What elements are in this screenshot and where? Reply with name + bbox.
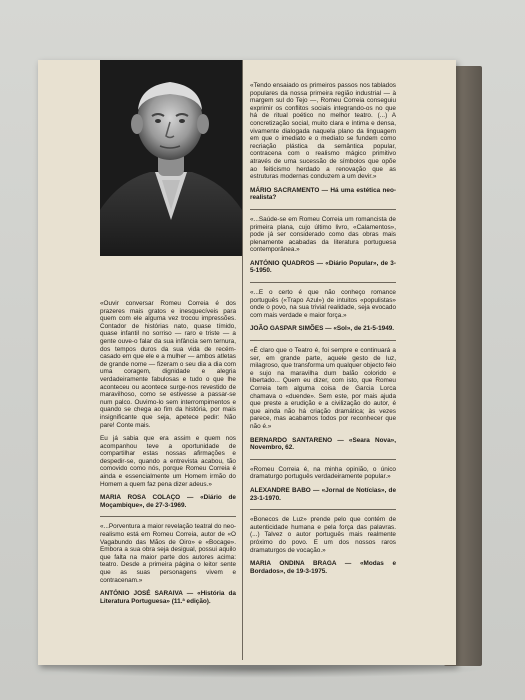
quote-text: «Romeu Correia é, na minha opinião, o único dramaturgo português verdadeiramente popular.» xyxy=(250,465,396,481)
quote-separator xyxy=(100,516,236,517)
quote-author: MÁRIO SACRAMENTO xyxy=(250,186,320,194)
quote-attribution xyxy=(100,494,236,509)
quote-source: — «Seara Nova», Novembro, 62. xyxy=(250,436,396,452)
quote-author: ALEXANDRE BABO xyxy=(250,486,311,494)
quote-attribution xyxy=(250,437,396,452)
quote-separator xyxy=(250,209,396,210)
quote-attribution xyxy=(100,590,236,605)
quote-separator xyxy=(250,282,396,283)
quote-text: «Bonecos de Luz» prende pelo que contém de autenticidade humana e pela força das palavras. (...) Talvez o autor português mais realmente próximo do povo. E um dos nossos raros dramaturgos de vocação.» xyxy=(250,516,396,554)
quote-source: — «Modas e Bordados», de 19-3-1975. xyxy=(250,560,397,575)
quote-source: — «Jornal de Notícias», de 23-1-1970. xyxy=(250,486,396,502)
quote-text: «Ouvir conversar Romeu Correia é dos prazeres mais gratos e inesquecíveis para quem com ele alguma vez trocou impressões. Contador de histórias nato, quase tímido, quase infantil no sorriso — raro e triste — a gente ouve-o falar da sua infância sem ternura, dos tempos duros da sua vida de recém-casado em que ele e a mulher — ambos atletas de grande nome — fizeram o seu dia a dia com uma coragem, dignidade e alegria verdadeiramente fabulosas e tudo o que lhe aconteceu ou acontece surge-nos revestido de maravilhoso, como se estivesse a passar-se num palco. Ouvimo-lo sem interrompimentos e quando se chega ao fim da história, por mais insignificante que seja, apetece pedir: Não pare! Conte mais. xyxy=(100,300,236,429)
quote-attribution xyxy=(250,560,396,575)
quote-author: ANTÓNIO QUADROS xyxy=(250,259,315,267)
quote-text: «É claro que o Teatro é, foi sempre e continuará a ser, em grande parte, aquele gesto de luz, milagroso, que transforma um qualquer objecto feio e sujo na maravilha dum balão colorido e libertado... Quem eu dizer, com isto, que Romeu Correia tem alguma coisa de Garcia Lorca chamava o «duende». Sem este, por mais ajuda que preste a erudição e a civilização do autor, é que ainda não há criação dramática; às vezes parece, mas acabamos todos por reconhecer que não é.» xyxy=(250,347,396,430)
quote-attribution xyxy=(250,487,396,502)
quote-author: ANTÓNIO JOSÉ SARAIVA xyxy=(100,590,183,598)
quote-author: MARIA ROSA COLAÇO xyxy=(100,494,181,502)
column-divider xyxy=(242,60,243,660)
quote-text: «...Saúde-se em Romeu Correia um romancista de primeira plana, cujo último livro, «Calamentos», pode já ser considerado como das obras mais plenamente acabadas da literatura portuguesa contemporânea.» xyxy=(250,215,396,254)
quote-source: — «Sol», de 21-5-1949. xyxy=(325,325,395,333)
left-quotes-column xyxy=(100,300,236,612)
quote-separator xyxy=(250,509,396,510)
quote-text: «...Porventura a maior revelação teatral do neo-realismo está em Romeu Correia, autor de «O Vagabundo das Mãos de Oiro» e «Bocage». Embora a sua obra seja desigual, possui aquilo que falta na maior parte dos autores acima: teatro. Desde a primeira página o leitor sente que as suas personagens vivem e contracenam.» xyxy=(100,523,236,584)
quote-source: — «Diário Popular», de 3-5-1950. xyxy=(250,259,396,275)
author-portrait xyxy=(100,60,242,256)
quote-source: — Há uma estética neo-realista? xyxy=(250,186,396,202)
quote-author: JOÃO GASPAR SIMÕES xyxy=(250,325,324,333)
quote-attribution xyxy=(250,325,396,333)
quote-text: Eu já sabia que era assim e quem nos acompanhou teve a oportunidade de compartilhar estas nossas afirmações e despedir-se, quando a entrevista acabou, tão comovido como nós, porque Romeu Correia é ainda e essencialmente um Homem irmão do Homem a quem faz pena dizer adeus.» xyxy=(100,435,236,488)
quote-text: «...E o certo é que não conheço romance português («Trapo Azul») de intuitos «populistas» onde o povo, na sua trivial realidade, seja evocado com mais verdade e maior força.» xyxy=(250,289,396,319)
quote-attribution xyxy=(250,260,396,275)
quote-author: BERNARDO SANTARENO xyxy=(250,436,333,444)
quote-text: «Tendo ensaiado os primeiros passos nos tablados populares da nossa primeira região industrial — à margem sul do Tejo —, Romeu Correia conseguiu exprimir os conflitos sociais integrando-os no que há de ritual poético no melhor teatro. (...) A concretização social, muito clara e íntima e densa, vivamente dialogada naquela plano da linguagem em que o imediato e o mediato se fundem como recriação plástica da semântica popular, contracena com o realismo mágico primitivo através de uma sucessão de símbolos que opõe ao feiticismo herdado a renovação que as estruturas modernas conduzem a um devir.» xyxy=(250,82,396,181)
quote-separator xyxy=(250,459,396,460)
quote-source: — «Diário de Moçambique», de 27-3-1969. xyxy=(100,494,236,509)
book-back-cover xyxy=(38,60,456,665)
right-quotes-column xyxy=(250,82,396,582)
quote-source: — «História da Literatura Portuguesa» (11.ª edição). xyxy=(100,590,236,605)
quote-author: MARIA ONDINA BRAGA xyxy=(250,560,337,568)
quote-attribution xyxy=(250,187,396,202)
author-portrait-image xyxy=(100,60,242,256)
quote-separator xyxy=(250,340,396,341)
